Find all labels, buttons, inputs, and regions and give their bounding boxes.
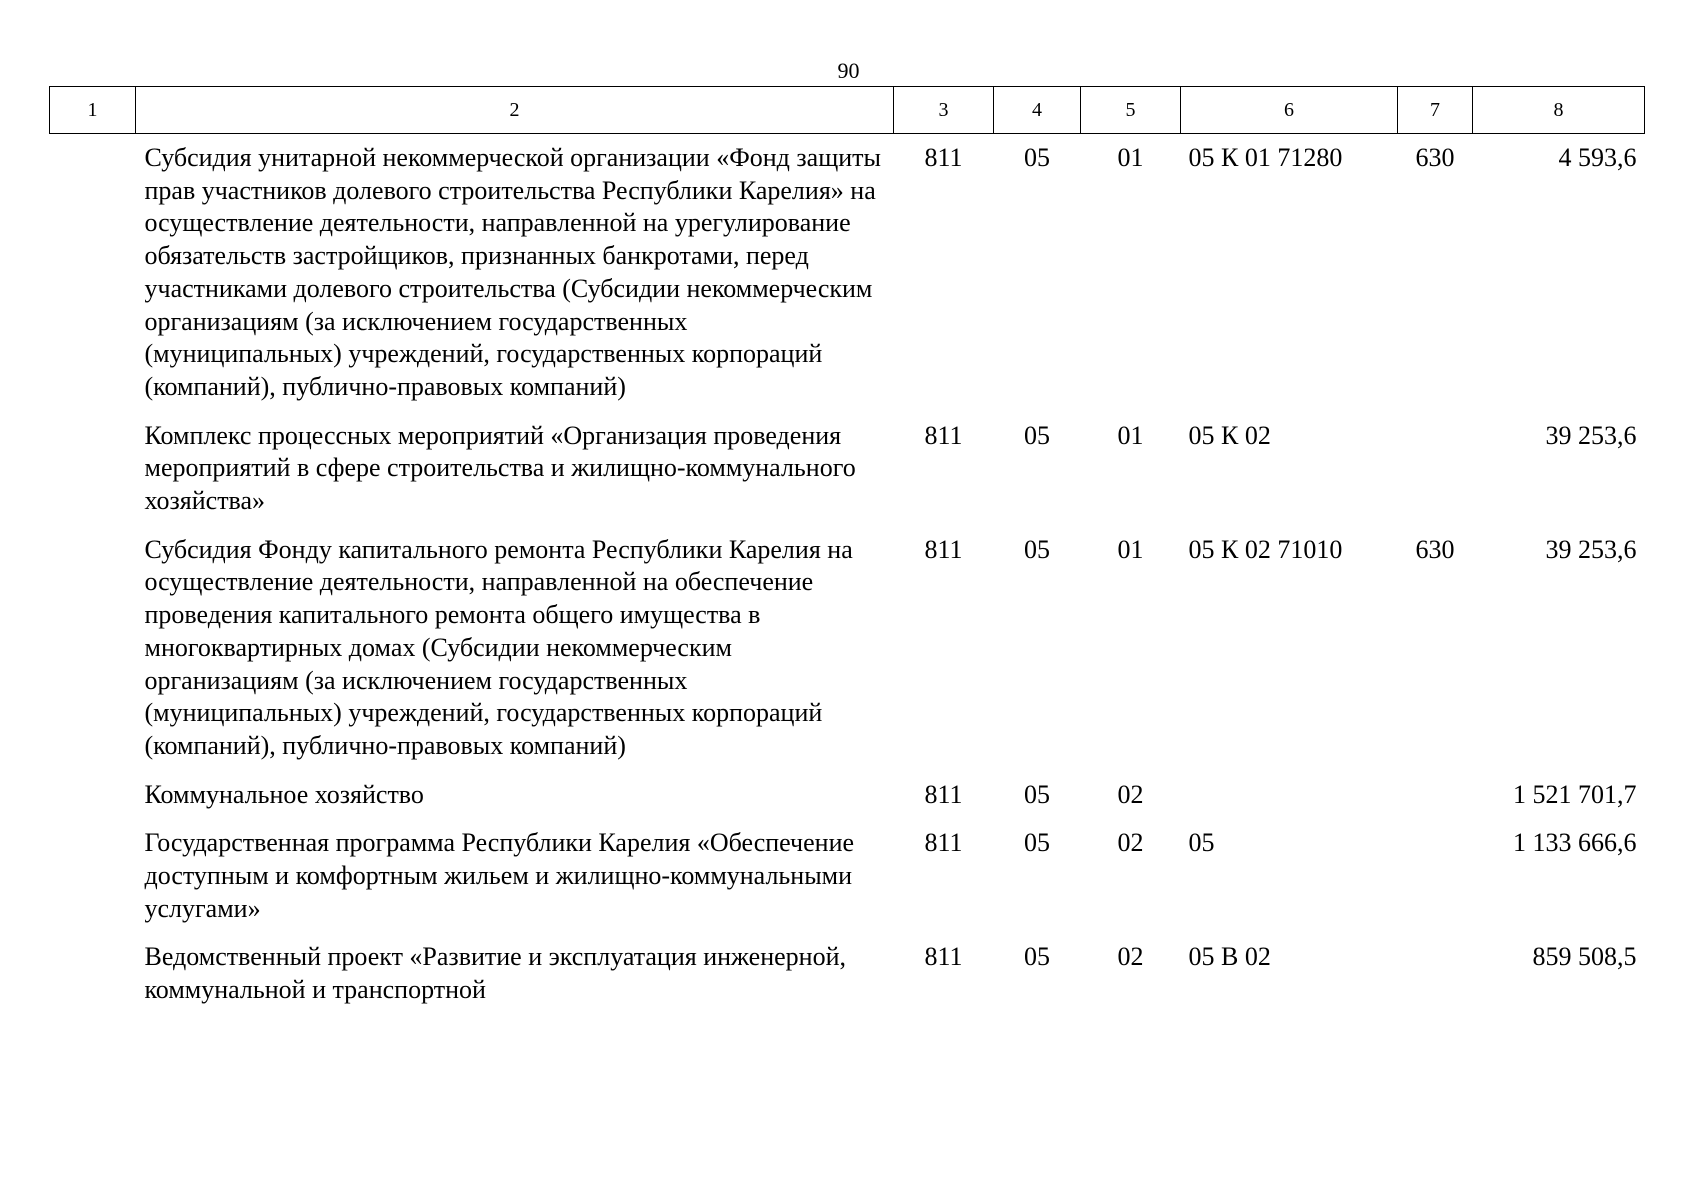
- target-article-cell: 05 К 02 71010: [1188, 534, 1343, 564]
- row-index-cell: [50, 134, 136, 404]
- section-code-cell: 05: [1024, 534, 1050, 564]
- expense-type-cell: [1398, 925, 1473, 1006]
- target-article-cell: 05 К 01 71280: [1188, 143, 1343, 172]
- expense-type-cell: 630: [1415, 143, 1455, 172]
- subsection-code-cell: 01: [1117, 534, 1144, 564]
- budget-table: [49, 86, 1645, 1007]
- row-index-cell: [50, 404, 136, 518]
- subsection-code-cell: 01: [1117, 143, 1144, 172]
- column-header-1: 1: [50, 87, 136, 134]
- subsection-code-cell: 02: [1117, 942, 1144, 972]
- subsection-code-cell: 02: [1117, 779, 1144, 809]
- ministry-code-cell: 811: [924, 420, 963, 450]
- expense-type-cell: 630: [1415, 534, 1455, 564]
- amount-cell: 4 593,6: [1558, 143, 1637, 172]
- amount-cell: 859 508,5: [1532, 942, 1637, 972]
- column-header-8: 8: [1473, 87, 1645, 134]
- table-row: [50, 811, 1645, 925]
- subsection-code-cell: 02: [1117, 828, 1144, 858]
- section-code-cell: 05: [1024, 942, 1050, 972]
- expense-name-cell: Государственная программа Республики Карелия «Обеспечение доступным и комфортным жильем и жилищно-коммунальными услугами»: [144, 828, 855, 923]
- column-number-header-row: [50, 87, 1645, 134]
- column-header-5: 5: [1081, 87, 1181, 134]
- amount-cell: 1 133 666,6: [1513, 828, 1637, 858]
- expense-type-cell: [1398, 811, 1473, 925]
- ministry-code-cell: 811: [924, 534, 963, 564]
- target-article-cell: 05 В 02: [1188, 942, 1271, 972]
- expense-name-cell: Субсидия Фонду капитального ремонта Республики Карелия на осуществление деятельности, направленной на обеспечение проведения капитального ремонта общего имущества в многоквартирных домах (Субсидии некоммерческим организациям (за исключением государственных (муниципальных) учреждений, государственных корпораций (компаний), публично-правовых компаний): [144, 534, 853, 760]
- column-header-2: 2: [136, 87, 894, 134]
- column-header-6: 6: [1181, 87, 1398, 134]
- section-code-cell: 05: [1024, 779, 1050, 809]
- column-header-7: 7: [1398, 87, 1473, 134]
- ministry-code-cell: 811: [924, 779, 963, 809]
- target-article-cell: [1181, 763, 1398, 812]
- row-index-cell: [50, 811, 136, 925]
- section-code-cell: 05: [1024, 828, 1050, 858]
- expense-type-cell: [1398, 404, 1473, 518]
- expense-name-cell: Субсидия унитарной некоммерческой организации «Фонд защиты прав участников долевого строительства Республики Карелия» на осуществление деятельности, направленной на урегулирование обязательств застройщиков, признанных банкротами, перед участниками долевого строительства (Субсидии некоммерческим организациям (за исключением государственных (муниципальных) учреждений, государственных корпораций (компаний), публично-правовых компаний): [144, 143, 881, 401]
- expense-type-cell: [1398, 763, 1473, 812]
- amount-cell: 39 253,6: [1545, 534, 1637, 564]
- expense-name-cell: Коммунальное хозяйство: [144, 779, 424, 809]
- section-code-cell: 05: [1024, 420, 1050, 450]
- ministry-code-cell: 811: [924, 143, 963, 172]
- target-article-cell: 05: [1188, 828, 1215, 858]
- subsection-code-cell: 01: [1117, 420, 1144, 450]
- expense-name-cell: Комплекс процессных мероприятий «Организация проведения мероприятий в сфере строительства и жилищно-коммунального хозяйства»: [144, 420, 856, 516]
- amount-cell: 39 253,6: [1545, 420, 1637, 450]
- page-number: 90: [837, 58, 860, 83]
- expense-name-cell: Ведомственный проект «Развитие и эксплуатация инженерной, коммунальной и транспортной: [144, 942, 846, 1005]
- column-header-3: 3: [894, 87, 994, 134]
- table-row: [50, 925, 1645, 1006]
- table-row: [50, 518, 1645, 763]
- table-row: [50, 404, 1645, 518]
- section-code-cell: 05: [1024, 143, 1050, 172]
- table-row: [50, 763, 1645, 812]
- column-header-4: 4: [994, 87, 1081, 134]
- table-row: [50, 134, 1645, 404]
- row-index-cell: [50, 763, 136, 812]
- target-article-cell: 05 К 02: [1188, 420, 1271, 450]
- amount-cell: 1 521 701,7: [1513, 779, 1637, 809]
- ministry-code-cell: 811: [924, 828, 963, 858]
- row-index-cell: [50, 925, 136, 1006]
- row-index-cell: [50, 518, 136, 763]
- ministry-code-cell: 811: [924, 942, 963, 972]
